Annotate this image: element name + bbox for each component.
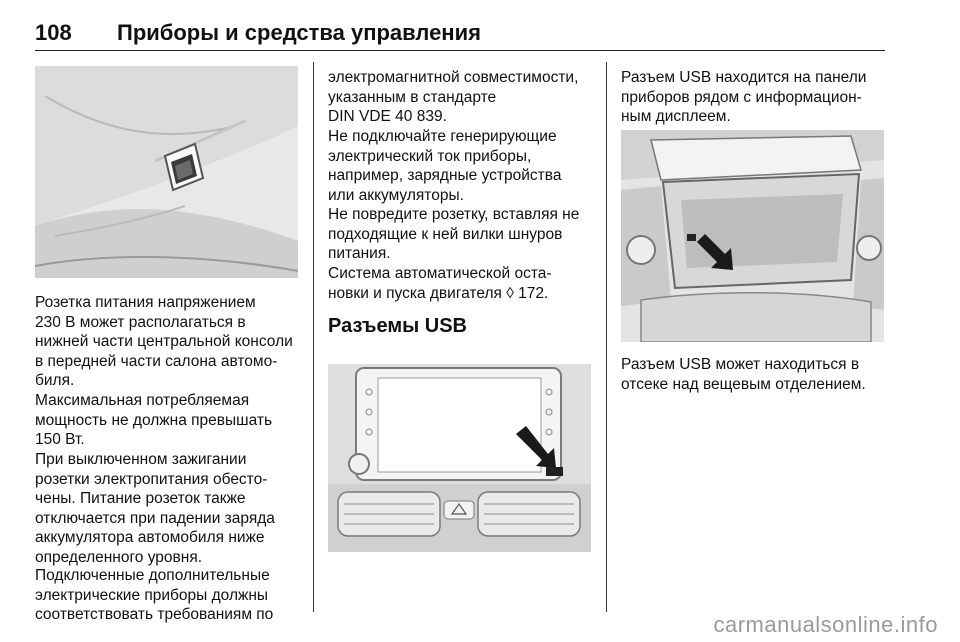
page-title: Приборы и средства управления <box>117 20 481 45</box>
usb-port-icon <box>546 467 563 476</box>
volume-knob-icon <box>349 454 369 474</box>
column-divider <box>606 62 607 612</box>
no-generators-text: Не подключайте генерирующие электрический ток приборы, например, зарядные устройства или аккумуляторы. <box>328 128 562 204</box>
page-number: 108 <box>35 20 72 45</box>
accessory-compliance-text: Подключенные дополнительные электрические приборы должны соответствовать требованиям по <box>35 567 274 623</box>
socket-location-text: Розетка питания напряжением 230 В может располагаться в нижней части центральной консоли в передней части салона автомо‐ биля. <box>35 294 293 389</box>
emc-text: электромагнитной совместимости, указанным в стандарте DIN VDE 40 839. <box>328 69 579 125</box>
usb-dashboard-illustration <box>328 364 591 552</box>
usb-location-text: Разъем USB находится на панели приборов рядом с информацион‐ ным дисплеем. <box>621 69 867 125</box>
plug-warning-text: Не повредите розетку, вставляя не подходящие к ней вилки шнуров питания. <box>328 206 580 262</box>
usb-compartment-figure <box>621 130 884 342</box>
usb-dashboard-figure <box>328 364 591 552</box>
power-socket-illustration <box>35 66 298 278</box>
usb-compartment-text: Разъем USB может находиться в отсеке над вещевым отделением. <box>621 356 866 393</box>
usb-compartment-illustration <box>621 130 884 342</box>
page-header <box>35 16 885 51</box>
column-divider <box>313 62 314 612</box>
glovebox <box>641 293 871 342</box>
stop-start-text: Система автоматической оста‐ новки и пуска двигателя ◊ 172. <box>328 265 552 302</box>
max-power-text: Максимальная потребляемая мощность не должна превышать 150 Вт. <box>35 392 273 448</box>
watermark: carmanualsonline.info <box>713 612 938 637</box>
usb-section-heading: Разъемы USB <box>328 315 467 337</box>
power-socket-figure <box>35 66 298 278</box>
ignition-off-text: При выключенном зажигании розетки электропитания обесто‐ чены. Питание розеток также отключается при падении заряда аккумулятора автомобиля ниже определенного уровня. <box>35 451 275 566</box>
usb-port-icon <box>687 234 696 241</box>
